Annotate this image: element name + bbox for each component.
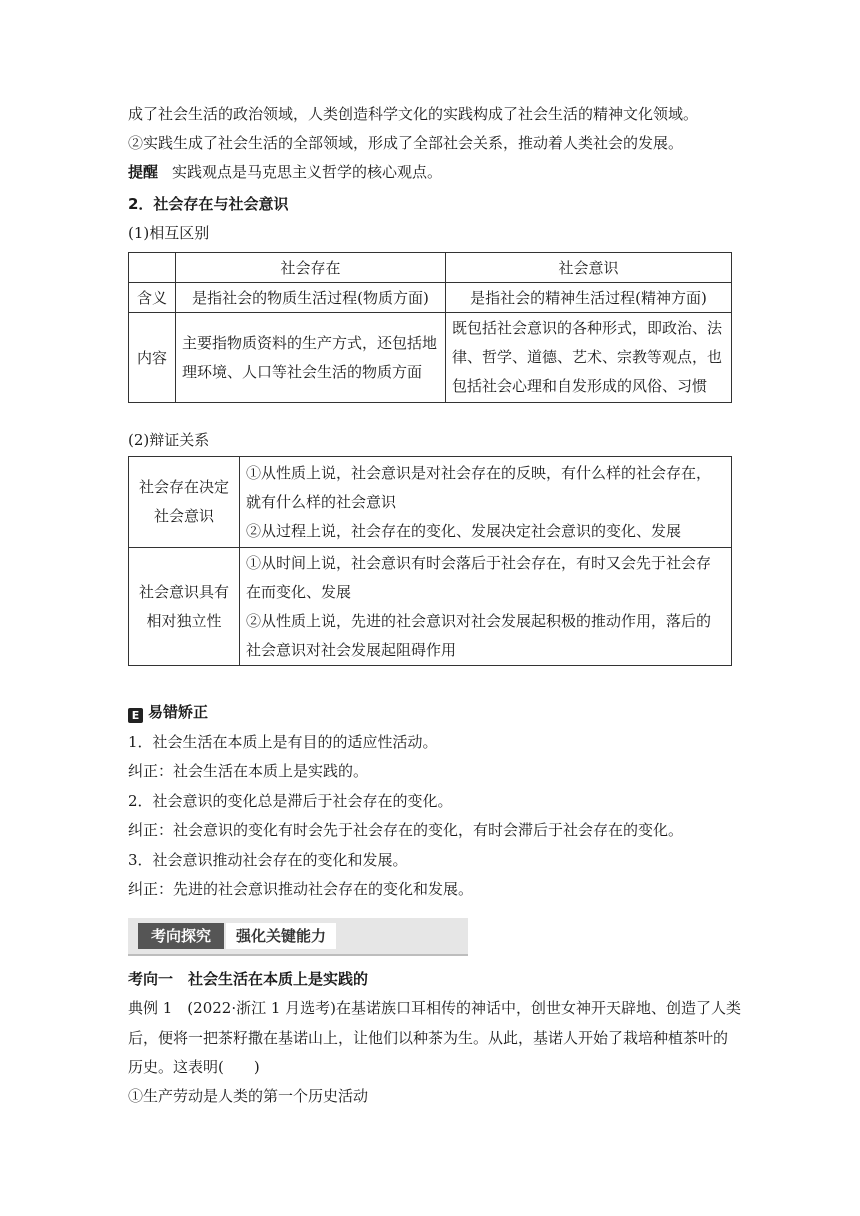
- label-line: 社会存在决定: [138, 478, 229, 496]
- table-header-social-consciousness: 社会意识: [446, 253, 732, 283]
- intro-line-1: 成了社会生活的政治领域，人类创造科学文化的实践构成了社会生活的精神文化领域。: [128, 105, 699, 123]
- example-line-2: 后，便将一把茶籽撒在基诺山上，让他们以种茶为生。从此，基诺人开始了栽培种植茶叶的: [128, 1029, 729, 1047]
- content-line: 包括社会心理和自发形成的风俗、习惯: [452, 377, 708, 395]
- content-line: 律、哲学、道德、艺术、宗教等观点，也: [452, 348, 723, 366]
- content-line: 既包括社会意识的各种形式，即政治、法: [452, 319, 723, 337]
- content-social-existence: [176, 313, 446, 403]
- meaning-social-existence: 是指社会的物质生活过程(物质方面): [176, 283, 446, 313]
- content-line: 就有什么样的社会意识: [246, 492, 397, 511]
- section-heading-2: 2．社会存在与社会意识: [128, 195, 289, 213]
- comparison-table: [128, 252, 732, 403]
- correction-3: 纠正：先进的社会意识推动社会存在的变化和发展。: [128, 880, 474, 898]
- tip-label: 提醒: [128, 163, 159, 181]
- label-line: 社会意识: [153, 507, 214, 525]
- determines-content: [240, 457, 732, 548]
- content-line: ②从性质上说，先进的社会意识对社会发展起积极的推动作用，落后的: [246, 611, 712, 630]
- label-line: 相对独立性: [146, 611, 222, 630]
- content-line: 主要指物质资料的生产方式，还包括地: [182, 333, 438, 352]
- independence-content: [240, 548, 732, 666]
- table-corner-cell: [129, 253, 176, 283]
- subheading-dialectics: (2)辩证关系: [128, 431, 210, 449]
- option-line-1: ①生产劳动是人类的第一个历史活动: [128, 1087, 369, 1105]
- section-banner: [128, 918, 468, 956]
- row-label-independence: [129, 548, 240, 666]
- banner-label-explore: 考向探究: [138, 923, 224, 949]
- table-header-social-existence: 社会存在: [176, 253, 446, 283]
- content-line: ①从时间上说，社会意识有时会落后于社会存在，有时又会先于社会存: [246, 553, 712, 572]
- content-line: 社会意识对社会发展起阻碍作用: [246, 640, 457, 659]
- content-line: ①从性质上说，社会意识是对社会存在的反映，有什么样的社会存在，: [246, 463, 712, 482]
- meaning-social-consciousness: 是指社会的精神生活过程(精神方面): [446, 283, 732, 313]
- error-section-icon: E: [128, 708, 143, 723]
- direction-one-heading: 考向一 社会生活在本质上是实践的: [128, 970, 369, 988]
- error-item-3: 3．社会意识推动社会存在的变化和发展。: [128, 851, 408, 869]
- row-label-determines: [129, 457, 240, 548]
- content-line: 理环境、人口等社会生活的物质方面: [182, 362, 423, 381]
- error-correction-heading: [128, 701, 208, 723]
- example-line-1: 典例 1 (2022·浙江 1 月选考)在基诺族口耳相传的神话中，创世女神开天辟地、创造了人类: [128, 999, 742, 1017]
- error-item-1: 1．社会生活在本质上是有目的的适应性活动。: [128, 733, 438, 751]
- label-line: 社会意识具有: [138, 582, 229, 601]
- content-line: 在而变化、发展: [246, 582, 352, 601]
- error-correction-title: 易错矫正: [148, 703, 209, 721]
- correction-2: 纠正：社会意识的变化有时会先于社会存在的变化，有时会滞后于社会存在的变化。: [128, 821, 684, 839]
- row-label-content: 内容: [129, 313, 176, 403]
- subheading-differences: (1)相互区别: [128, 224, 210, 242]
- tip-text: 实践观点是马克思主义哲学的核心观点。: [172, 163, 443, 181]
- example-line-3: 历史。这表明( ): [128, 1058, 260, 1076]
- dialectic-table: [128, 456, 732, 666]
- correction-1: 纠正：社会生活在本质上是实践的。: [128, 762, 369, 780]
- error-item-2: 2．社会意识的变化总是滞后于社会存在的变化。: [128, 792, 453, 810]
- row-label-meaning: 含义: [129, 283, 176, 313]
- intro-line-2: ②实践生成了社会生活的全部领域，形成了全部社会关系，推动着人类社会的发展。: [128, 134, 684, 152]
- content-line: ②从过程上说，社会存在的变化、发展决定社会意识的变化、发展: [246, 521, 682, 540]
- banner-label-ability: 强化关键能力: [226, 923, 336, 949]
- content-social-consciousness: [446, 313, 732, 403]
- tip-line: [128, 161, 442, 183]
